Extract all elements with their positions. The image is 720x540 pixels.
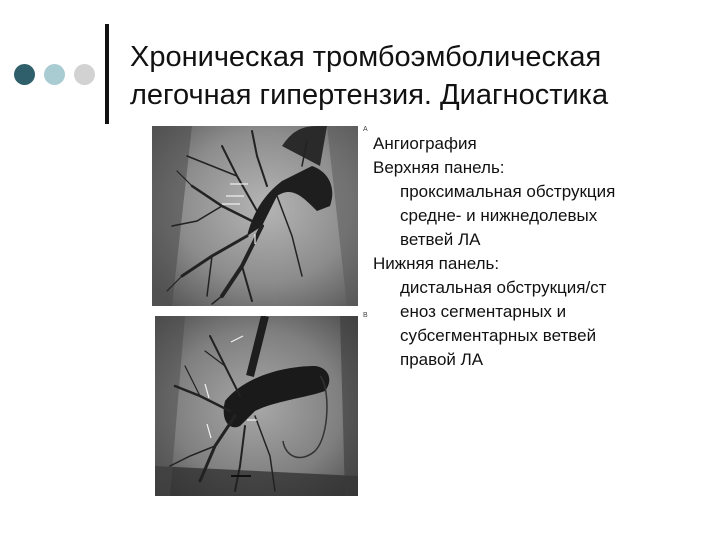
angiogram-lower-image bbox=[155, 316, 358, 496]
title-divider bbox=[105, 24, 109, 124]
lower-panel-desc-line: дистальная обструкция/ст bbox=[400, 278, 607, 297]
dot-gray bbox=[74, 64, 95, 85]
dot-dark-teal bbox=[14, 64, 35, 85]
slide-title bbox=[130, 38, 710, 114]
upper-panel-desc-line: проксимальная обструкция bbox=[400, 182, 616, 201]
lower-panel-desc-line: еноз сегментарных и bbox=[400, 302, 567, 321]
lower-panel-desc-line: субсегментарных ветвей bbox=[400, 326, 597, 345]
panel-label-b: B bbox=[363, 312, 368, 319]
upper-panel-desc-line: ветвей ЛА bbox=[400, 230, 481, 249]
slide-body bbox=[373, 132, 713, 372]
angiography-heading: Ангиография bbox=[373, 134, 477, 153]
upper-panel-desc-line: средне- и нижнедолевых bbox=[400, 206, 598, 225]
title-line-2: легочная гипертензия. Диагностика bbox=[130, 79, 609, 111]
title-line-1: Хроническая тромбоэмболическая bbox=[130, 41, 602, 73]
decorative-dots bbox=[14, 64, 96, 86]
lower-panel-label: Нижняя панель: bbox=[373, 254, 500, 273]
lower-panel-desc-line: правой ЛА bbox=[400, 350, 484, 369]
angiogram-upper-image bbox=[152, 126, 358, 306]
upper-panel-label: Верхняя панель: bbox=[373, 158, 505, 177]
dot-light-teal bbox=[44, 64, 65, 85]
panel-label-a: A bbox=[363, 126, 368, 133]
